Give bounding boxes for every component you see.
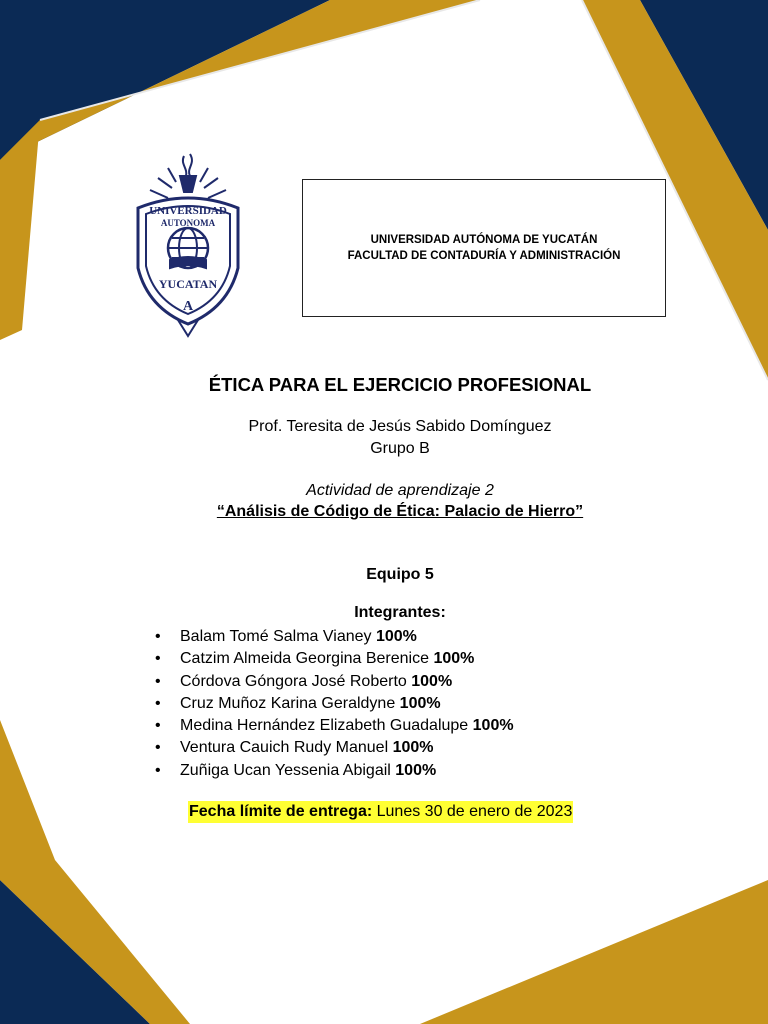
member-percentage: 100%: [395, 761, 437, 779]
deadline-label: Fecha límite de entrega:: [189, 803, 373, 820]
faculty-name: FACULTAD DE CONTADURÍA Y ADMINISTRACIÓN: [347, 250, 621, 262]
activity-label: Actividad de aprendizaje 2: [306, 482, 494, 499]
list-item: [155, 760, 514, 782]
list-item: [155, 693, 514, 715]
bullet-icon: •: [155, 761, 161, 779]
bullet-icon: •: [155, 650, 161, 668]
member-percentage: 100%: [411, 672, 453, 690]
member-percentage: 100%: [472, 717, 514, 735]
seal-text-a: A: [182, 299, 194, 314]
team-label: Equipo 5: [366, 566, 434, 583]
bullet-icon: •: [155, 694, 161, 712]
deadline-value: Lunes 30 de enero de 2023: [376, 803, 573, 820]
professor-name: Prof. Teresita de Jesús Sabido Domínguez: [248, 418, 552, 435]
bullet-icon: •: [155, 672, 161, 690]
member-percentage: 100%: [399, 694, 441, 712]
list-item: [155, 715, 514, 737]
university-seal-icon: [128, 148, 248, 338]
member-name: Zuñiga Ucan Yessenia Abigail: [180, 761, 391, 779]
list-item: [155, 626, 514, 648]
members-list: [155, 626, 514, 782]
group-label: Grupo B: [370, 440, 430, 457]
seal-text-autonoma: AUTONOMA: [160, 218, 216, 228]
list-item: [155, 648, 514, 670]
member-percentage: 100%: [433, 650, 475, 668]
member-name: Cruz Muñoz Karina Geraldyne: [180, 694, 396, 712]
course-title: ÉTICA PARA EL EJERCICIO PROFESIONAL: [208, 374, 592, 395]
member-name: Balam Tomé Salma Vianey: [180, 628, 372, 645]
list-item: [155, 737, 514, 759]
seal-text-yucatan: YUCATAN: [158, 277, 218, 291]
members-label: Integrantes:: [354, 604, 446, 621]
seal-text-universidad: UNIVERSIDAD: [149, 205, 227, 217]
member-name: Catzim Almeida Georgina Berenice: [180, 650, 430, 668]
bullet-icon: •: [155, 739, 161, 757]
header-box: [302, 179, 666, 317]
member-name: Ventura Cauich Rudy Manuel: [180, 739, 389, 757]
bullet-icon: •: [155, 628, 161, 645]
member-percentage: 100%: [375, 628, 417, 645]
list-item: [155, 671, 514, 693]
member-name: Córdova Góngora José Roberto: [180, 672, 407, 690]
bullet-icon: •: [155, 717, 161, 735]
deadline-highlight: [188, 801, 573, 823]
analysis-title: “Análisis de Código de Ética: Palacio de Hierro”: [216, 503, 584, 520]
member-name: Medina Hernández Elizabeth Guadalupe: [180, 717, 469, 735]
university-name: UNIVERSIDAD AUTÓNOMA DE YUCATÁN: [370, 234, 598, 246]
member-percentage: 100%: [392, 739, 434, 757]
